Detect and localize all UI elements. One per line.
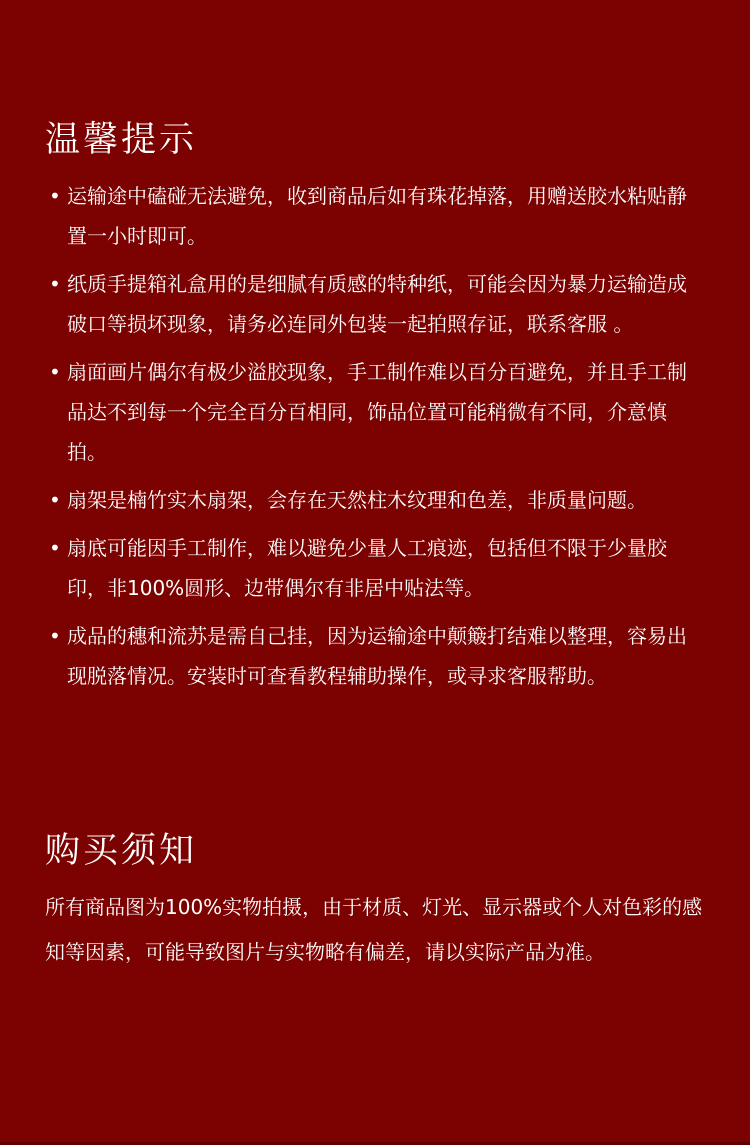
tip-item [45,264,705,344]
tips-title: 温馨提示 [45,120,198,160]
tip-item [45,480,705,520]
notice-text: 所有商品图为100%实物拍摄，由于材质、灯光、显示器或个人对色彩的感知等因素，可能导致图片与实物略有偏差，请以实际产品为准。 [45,895,703,964]
bullet-icon: • [49,624,61,648]
tip-item [45,528,705,608]
tip-item [45,616,705,696]
tip-text: 扇架是楠竹实木扇架，会存在天然柱木纹理和色差，非质量问题。 [67,488,647,512]
bullet-icon: • [49,536,61,560]
tips-list [45,176,705,704]
tip-text: 扇底可能因手工制作，难以避免少量人工痕迹，包括但不限于少量胶印，非100%圆形、边带偶尔有非居中贴法等。 [67,536,667,600]
tip-text: 纸质手提箱礼盒用的是细腻有质感的特种纸，可能会因为暴力运输造成破口等损坏现象，请务必连同外包装一起拍照存证，联系客服 。 [67,272,687,336]
tip-item [45,176,705,256]
bullet-icon: • [49,488,61,512]
tip-text: 成品的穗和流苏是需自己挂，因为运输途中颠簸打结难以整理，容易出现脱落情况。安装时可查看教程辅助操作，或寻求客服帮助。 [67,624,687,688]
bullet-icon: • [49,360,61,384]
bullet-icon: • [49,272,61,296]
bullet-icon: • [49,184,61,208]
tip-text: 运输途中磕碰无法避免，收到商品后如有珠花掉落，用赠送胶水粘贴静置一小时即可。 [67,184,687,248]
tip-item [45,352,705,472]
notice-title: 购买须知 [45,831,198,871]
tip-text: 扇面画片偶尔有极少溢胶现象，手工制作难以百分百避免，并且手工制品达不到每一个完全百分百相同，饰品位置可能稍微有不同，介意慎拍。 [67,360,687,464]
